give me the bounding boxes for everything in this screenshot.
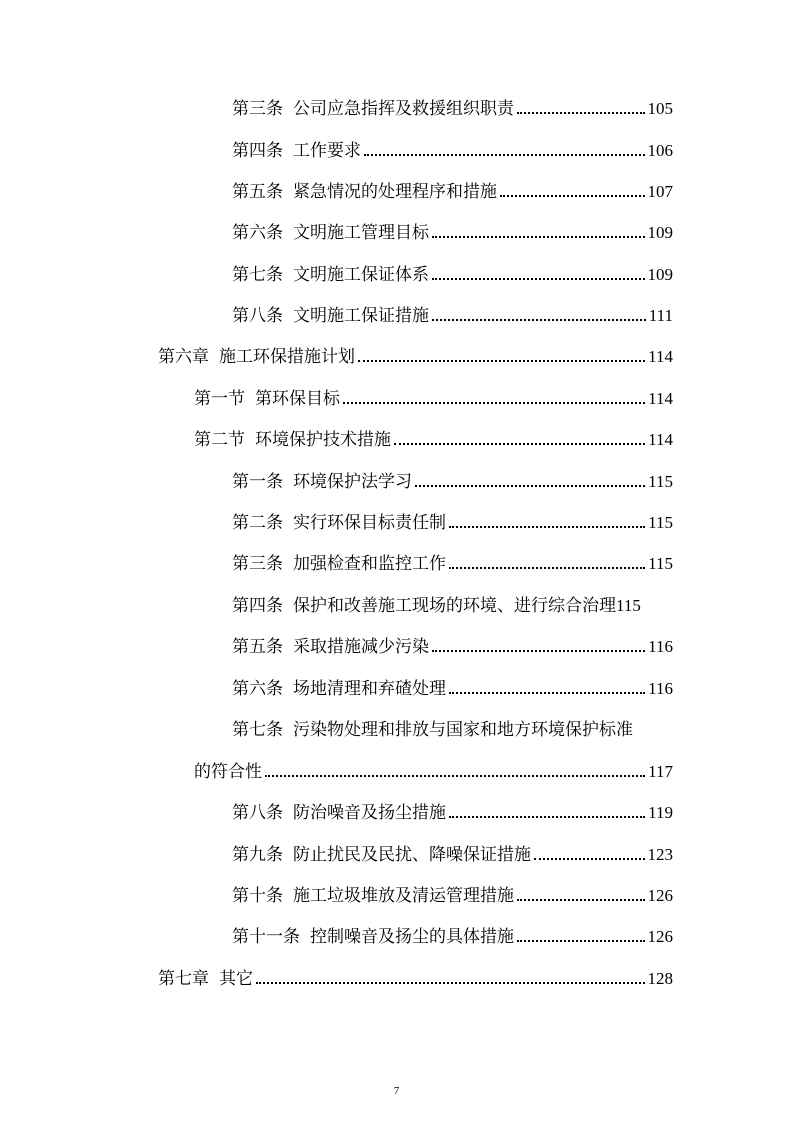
toc-entry-label: 第七章: [158, 969, 209, 989]
toc-entry-title: 防治噪音及扬尘措施: [293, 803, 446, 823]
toc-entry-title: 实行环保目标责任制: [293, 513, 446, 533]
toc-entry-title: 污染物处理和排放与国家和地方环境保护标准: [293, 720, 633, 740]
toc-entry-page: 114: [648, 389, 673, 408]
toc-entry-label: 第五条: [232, 637, 283, 657]
toc-entry-title: 采取措施减少污染: [293, 637, 429, 657]
toc-section-entry[interactable]: [194, 429, 673, 451]
toc-entry-label: 第八条: [232, 306, 283, 326]
dot-leader: [343, 402, 645, 404]
dot-leader: [534, 858, 645, 860]
dot-leader: [500, 195, 645, 197]
toc-entry-page: 109: [647, 223, 673, 242]
toc-entry-title: 紧急情况的处理程序和措施: [293, 182, 497, 202]
toc-entry-title: 控制噪音及扬尘的具体措施: [310, 927, 514, 947]
toc-entry-page: 107: [647, 182, 673, 201]
toc-entry[interactable]: [232, 553, 673, 575]
toc-entry[interactable]: [232, 471, 673, 493]
toc-entry-label: 第一条: [232, 472, 283, 492]
toc-entry[interactable]: [232, 844, 673, 866]
toc-entry-page: 114: [648, 430, 673, 449]
toc-entry-title: 文明施工保证措施: [293, 306, 429, 326]
toc-entry-page: 115: [648, 513, 673, 532]
dot-leader: [449, 692, 645, 694]
toc-entry-page: 117: [648, 762, 673, 781]
toc-entry-page: 123: [647, 845, 673, 864]
toc-entry[interactable]: [232, 678, 673, 700]
toc-entry[interactable]: [232, 802, 673, 824]
toc-entry-label: 第十一条: [232, 927, 300, 947]
toc-entry-label: 第六章: [158, 347, 209, 367]
toc-entry-label: 第九条: [232, 845, 283, 865]
toc-entry-title: 第环保目标: [255, 389, 340, 409]
toc-entry-title: 文明施工保证体系: [293, 265, 429, 285]
dot-leader: [449, 526, 645, 528]
toc-entry-page: 114: [648, 347, 673, 366]
toc-entry-title: 环境保护法学习: [293, 472, 412, 492]
toc-entry-label: 第七条: [232, 265, 283, 285]
toc-entry-title: 环境保护技术措施: [255, 430, 391, 450]
toc-entry-page: 115: [648, 554, 673, 573]
toc-entry-title: 其它: [219, 969, 253, 989]
toc-entry[interactable]: [232, 926, 673, 948]
dot-leader: [517, 112, 645, 114]
toc-entry[interactable]: [232, 140, 673, 162]
toc-entry-label: 第七条: [232, 720, 283, 740]
toc-entry-page: 109: [647, 265, 673, 284]
dot-leader: [265, 775, 645, 777]
dot-leader: [517, 899, 645, 901]
dot-leader: [449, 816, 645, 818]
toc-entry-label: 第四条: [232, 141, 283, 161]
dot-leader: [256, 982, 645, 984]
toc-entry-page: 111: [648, 306, 673, 325]
dot-leader: [415, 485, 645, 487]
toc-entry-label: 第四条: [232, 596, 283, 616]
toc-entry-label: 第十条: [232, 886, 283, 906]
toc-entry-label: 第三条: [232, 99, 283, 119]
toc-entry-label: 第二条: [232, 513, 283, 533]
toc-entry-page: 116: [648, 637, 673, 656]
toc-entry-title: 文明施工管理目标: [293, 223, 429, 243]
toc-entry-label: 第三条: [232, 554, 283, 574]
dot-leader: [358, 360, 645, 362]
dot-leader: [432, 236, 645, 238]
toc-entry-label: 第二节: [194, 430, 245, 450]
toc-entry-title: 施工环保措施计划: [219, 347, 355, 367]
toc-entry-title: 防止扰民及民扰、降噪保证措施: [293, 845, 531, 865]
toc-entry-page: 115: [616, 596, 641, 615]
toc-entry-title: 加强检查和监控工作: [293, 554, 446, 574]
toc-entry-page: 119: [648, 803, 673, 822]
toc-entry-label: 第八条: [232, 803, 283, 823]
dot-leader: [364, 154, 645, 156]
dot-leader: [432, 650, 645, 652]
toc-entry-page: 105: [647, 99, 673, 118]
toc-entry-label: 第六条: [232, 223, 283, 243]
toc-entry-page: 106: [647, 141, 673, 160]
toc-entry-title-continuation: 的符合性: [194, 762, 262, 782]
toc-entry-page: 126: [647, 927, 673, 946]
toc-entry[interactable]: [232, 181, 673, 203]
toc-entry-title: 保护和改善施工现场的环境、进行综合治理: [293, 596, 616, 616]
toc-entry-page: 115: [648, 472, 673, 491]
toc-chapter-entry[interactable]: [158, 346, 673, 368]
toc-entry-label: 第一节: [194, 389, 245, 409]
toc-entry-label: 第六条: [232, 679, 283, 699]
toc-entry-title: 工作要求: [293, 141, 361, 161]
toc-entry[interactable]: [232, 98, 673, 120]
toc-entry[interactable]: [232, 305, 673, 327]
toc-entry-wrapped-first-line[interactable]: [232, 719, 673, 741]
dot-leader: [432, 319, 646, 321]
toc-entry-title: 施工垃圾堆放及清运管理措施: [293, 886, 514, 906]
toc-entry-title: 公司应急指挥及救援组织职责: [293, 99, 514, 119]
dot-leader: [449, 567, 645, 569]
toc-entry-label: 第五条: [232, 182, 283, 202]
toc-entry-page: 126: [647, 886, 673, 905]
toc-entry-page: 116: [648, 679, 673, 698]
page-number: 7: [393, 1085, 400, 1097]
toc-entry[interactable]: [232, 512, 673, 534]
toc-chapter-entry[interactable]: [158, 968, 673, 990]
toc-entry[interactable]: [232, 885, 673, 907]
dot-leader: [394, 443, 645, 445]
toc-entry[interactable]: [232, 595, 673, 617]
toc-entry[interactable]: [232, 222, 673, 244]
toc-section-entry[interactable]: [194, 388, 673, 410]
toc-entry-wrapped-second-line[interactable]: [194, 761, 673, 783]
dot-leader: [432, 278, 645, 280]
toc-entry-page: 128: [647, 969, 673, 988]
toc-entry-title: 场地清理和弃碴处理: [293, 679, 446, 699]
dot-leader: [517, 940, 645, 942]
toc-entry[interactable]: [232, 264, 673, 286]
toc-entry[interactable]: [232, 636, 673, 658]
